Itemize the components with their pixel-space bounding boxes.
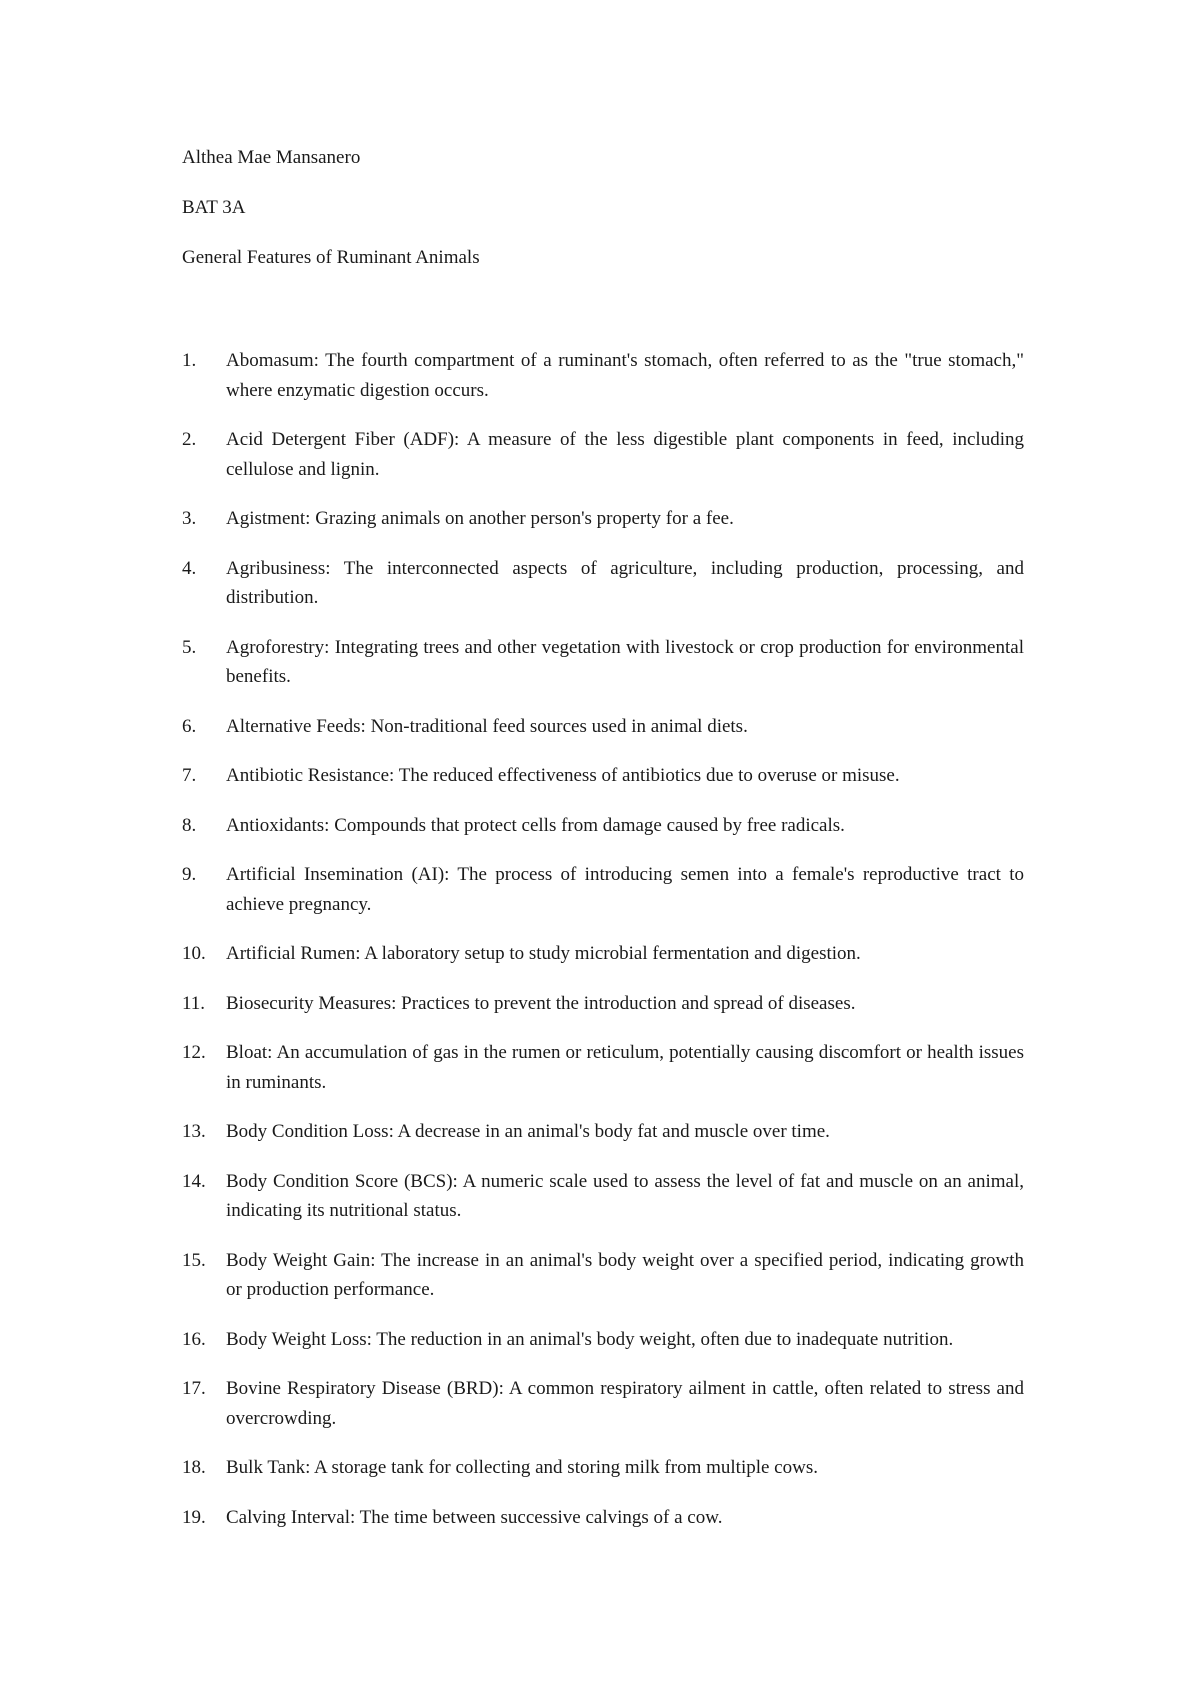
glossary-item-text: Bulk Tank: A storage tank for collecting and storing milk from multiple cows. xyxy=(226,1457,818,1478)
glossary-item xyxy=(182,761,1024,791)
glossary-item-text: Artificial Rumen: A laboratory setup to study microbial fermentation and digestion. xyxy=(226,943,861,964)
glossary-item-number: 4. xyxy=(182,557,197,579)
glossary-list xyxy=(182,346,1024,1552)
glossary-item-number: 19. xyxy=(182,1506,206,1528)
glossary-item xyxy=(182,1167,1024,1226)
glossary-item-text: Agistment: Grazing animals on another person's property for a fee. xyxy=(226,508,734,529)
glossary-item-number: 1. xyxy=(182,350,197,371)
glossary-item xyxy=(182,504,1024,534)
class-section: BAT 3A xyxy=(182,197,246,218)
glossary-item-number: 9. xyxy=(182,864,197,885)
glossary-item-text: Antioxidants: Compounds that protect cells from damage caused by free radicals. xyxy=(226,814,845,836)
glossary-item-number: 17. xyxy=(182,1378,206,1399)
glossary-item-text: Body Weight Gain: The increase in an animal's body weight over a specified period, indicating growth or production performance. xyxy=(226,1249,1024,1300)
document-title: General Features of Ruminant Animals xyxy=(182,247,480,268)
glossary-item-text: Antibiotic Resistance: The reduced effectiveness of antibiotics due to overuse or misuse. xyxy=(226,765,900,786)
glossary-item-text: Artificial Insemination (AI): The process of introducing semen into a female's reproductive tract to achieve pregnancy. xyxy=(226,864,1024,915)
glossary-item xyxy=(182,1246,1024,1305)
glossary-item-text: Body Weight Loss: The reduction in an animal's body weight, often due to inadequate nutrition. xyxy=(226,1328,954,1350)
glossary-item-number: 16. xyxy=(182,1328,206,1350)
glossary-item-number: 8. xyxy=(182,814,197,836)
glossary-item-number: 13. xyxy=(182,1121,206,1142)
glossary-item-text: Biosecurity Measures: Practices to prevent the introduction and spread of diseases. xyxy=(226,992,856,1014)
glossary-item xyxy=(182,425,1024,484)
glossary-item xyxy=(182,811,1024,841)
glossary-item-text: Bloat: An accumulation of gas in the rumen or reticulum, potentially causing discomfort or health issues in ruminants. xyxy=(226,1042,1024,1093)
glossary-item-text: Alternative Feeds: Non-traditional feed sources used in animal diets. xyxy=(226,715,748,737)
glossary-item-text: Body Condition Score (BCS): A numeric scale used to assess the level of fat and muscle on an animal, indicating its nutritional status. xyxy=(226,1170,1024,1221)
glossary-item xyxy=(182,1117,1024,1147)
glossary-item xyxy=(182,633,1024,692)
glossary-item-text: Body Condition Loss: A decrease in an animal's body fat and muscle over time. xyxy=(226,1121,830,1142)
glossary-item xyxy=(182,860,1024,919)
glossary-item-number: 12. xyxy=(182,1042,206,1063)
glossary-item xyxy=(182,1325,1024,1355)
glossary-item-text: Agribusiness: The interconnected aspects of agriculture, including production, processing, and distribution. xyxy=(226,557,1024,608)
glossary-item xyxy=(182,712,1024,742)
glossary-item-number: 11. xyxy=(182,992,206,1014)
glossary-item-number: 3. xyxy=(182,508,197,529)
glossary-item xyxy=(182,989,1024,1019)
glossary-item-text: Bovine Respiratory Disease (BRD): A common respiratory ailment in cattle, often related to stress and overcrowding. xyxy=(226,1378,1024,1429)
glossary-item-number: 15. xyxy=(182,1249,206,1271)
glossary-item-number: 18. xyxy=(182,1457,206,1478)
author-name: Althea Mae Mansanero xyxy=(182,147,361,168)
glossary-item-number: 7. xyxy=(182,765,197,786)
glossary-item-text: Acid Detergent Fiber (ADF): A measure of the less digestible plant components in feed, including cellulose and lignin. xyxy=(226,429,1024,480)
glossary-item-number: 6. xyxy=(182,715,197,737)
glossary-item xyxy=(182,939,1024,969)
glossary-item-number: 10. xyxy=(182,943,206,964)
document-header xyxy=(182,146,1022,296)
glossary-item xyxy=(182,1374,1024,1433)
glossary-item-text: Abomasum: The fourth compartment of a ruminant's stomach, often referred to as the "true stomach," where enzymatic digestion occurs. xyxy=(226,350,1024,401)
glossary-item-number: 2. xyxy=(182,429,197,450)
glossary-item xyxy=(182,346,1024,405)
glossary-item-number: 5. xyxy=(182,636,197,658)
glossary-item xyxy=(182,554,1024,613)
glossary-item xyxy=(182,1038,1024,1097)
glossary-item-text: Agroforestry: Integrating trees and other vegetation with livestock or crop production for environmental benefits. xyxy=(226,636,1024,687)
glossary-item xyxy=(182,1453,1024,1483)
glossary-item-number: 14. xyxy=(182,1170,206,1192)
glossary-item xyxy=(182,1503,1024,1533)
glossary-item-text: Calving Interval: The time between successive calvings of a cow. xyxy=(226,1506,723,1528)
